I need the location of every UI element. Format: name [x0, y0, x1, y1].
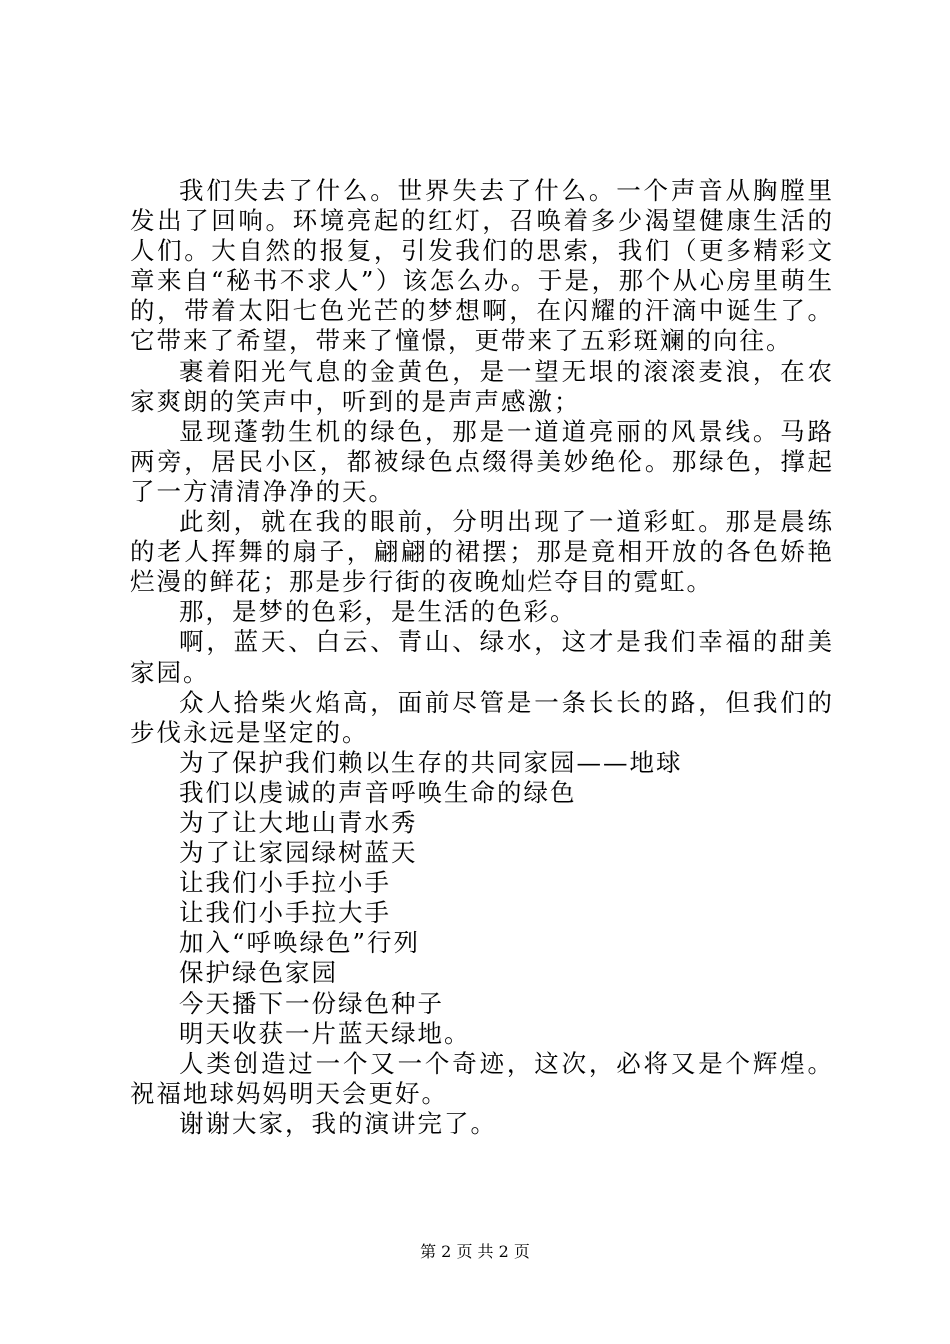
- poem-line: 明天收获一片蓝天绿地。: [179, 1018, 471, 1048]
- poem-line: 加入“呼唤绿色”行列: [179, 928, 421, 958]
- poem-line: 今天播下一份绿色种子: [179, 988, 444, 1018]
- paragraph: 谢谢大家，我的演讲完了。: [179, 1108, 497, 1138]
- paragraph: 人类创造过一个又一个奇迹，这次，必将又是个辉煌。祝福地球妈妈明天会更好。: [130, 1048, 834, 1108]
- paragraph: 那，是梦的色彩，是生活的色彩。: [179, 597, 577, 627]
- paragraph: 裹着阳光气息的金黄色，是一望无垠的滚滚麦浪，在农家爽朗的笑声中，听到的是声声感激；: [130, 356, 834, 416]
- paragraph: 此刻，就在我的眼前，分明出现了一道彩虹。那是晨练的老人挥舞的扇子，翩翩的裙摆；那是竟相开放的各色娇艳烂漫的鲜花；那是步行街的夜晚灿烂夺目的霓虹。: [130, 507, 834, 597]
- paragraph: 我们失去了什么。世界失去了什么。一个声音从胸膛里发出了回响。环境亮起的红灯，召唤着多少渴望健康生活的人们。大自然的报复，引发我们的思索，我们（更多精彩文章来自“秘书不求人”）该怎么办。于是，那个从心房里萌生的，带着太阳七色光芒的梦想啊，在闪耀的汗滴中诞生了。它带来了希望，带来了憧憬，更带来了五彩斑斓的向往。: [130, 176, 834, 356]
- poem-line: 让我们小手拉小手: [179, 868, 391, 898]
- poem-line: 为了保护我们赖以生存的共同家园——地球: [179, 747, 683, 777]
- poem-line: 保护绿色家园: [179, 958, 338, 988]
- paragraph: 众人拾柴火焰高，面前尽管是一条长长的路，但我们的步伐永远是坚定的。: [130, 687, 834, 747]
- document-body: [130, 176, 834, 1139]
- paragraph: 啊，蓝天、白云、青山、绿水，这才是我们幸福的甜美家园。: [130, 627, 834, 687]
- poem-line: 为了让家园绿树蓝天: [179, 838, 418, 868]
- poem-line: 让我们小手拉大手: [179, 898, 391, 928]
- poem-line: 我们以虔诚的声音呼唤生命的绿色: [179, 777, 577, 807]
- page-number-footer: 第 2 页 共 2 页: [420, 1242, 530, 1261]
- paragraph: 显现蓬勃生机的绿色，那是一道道亮丽的风景线。马路两旁，居民小区，都被绿色点缀得美妙绝伦。那绿色，撑起了一方清清净净的天。: [130, 416, 834, 506]
- poem-line: 为了让大地山青水秀: [179, 807, 418, 837]
